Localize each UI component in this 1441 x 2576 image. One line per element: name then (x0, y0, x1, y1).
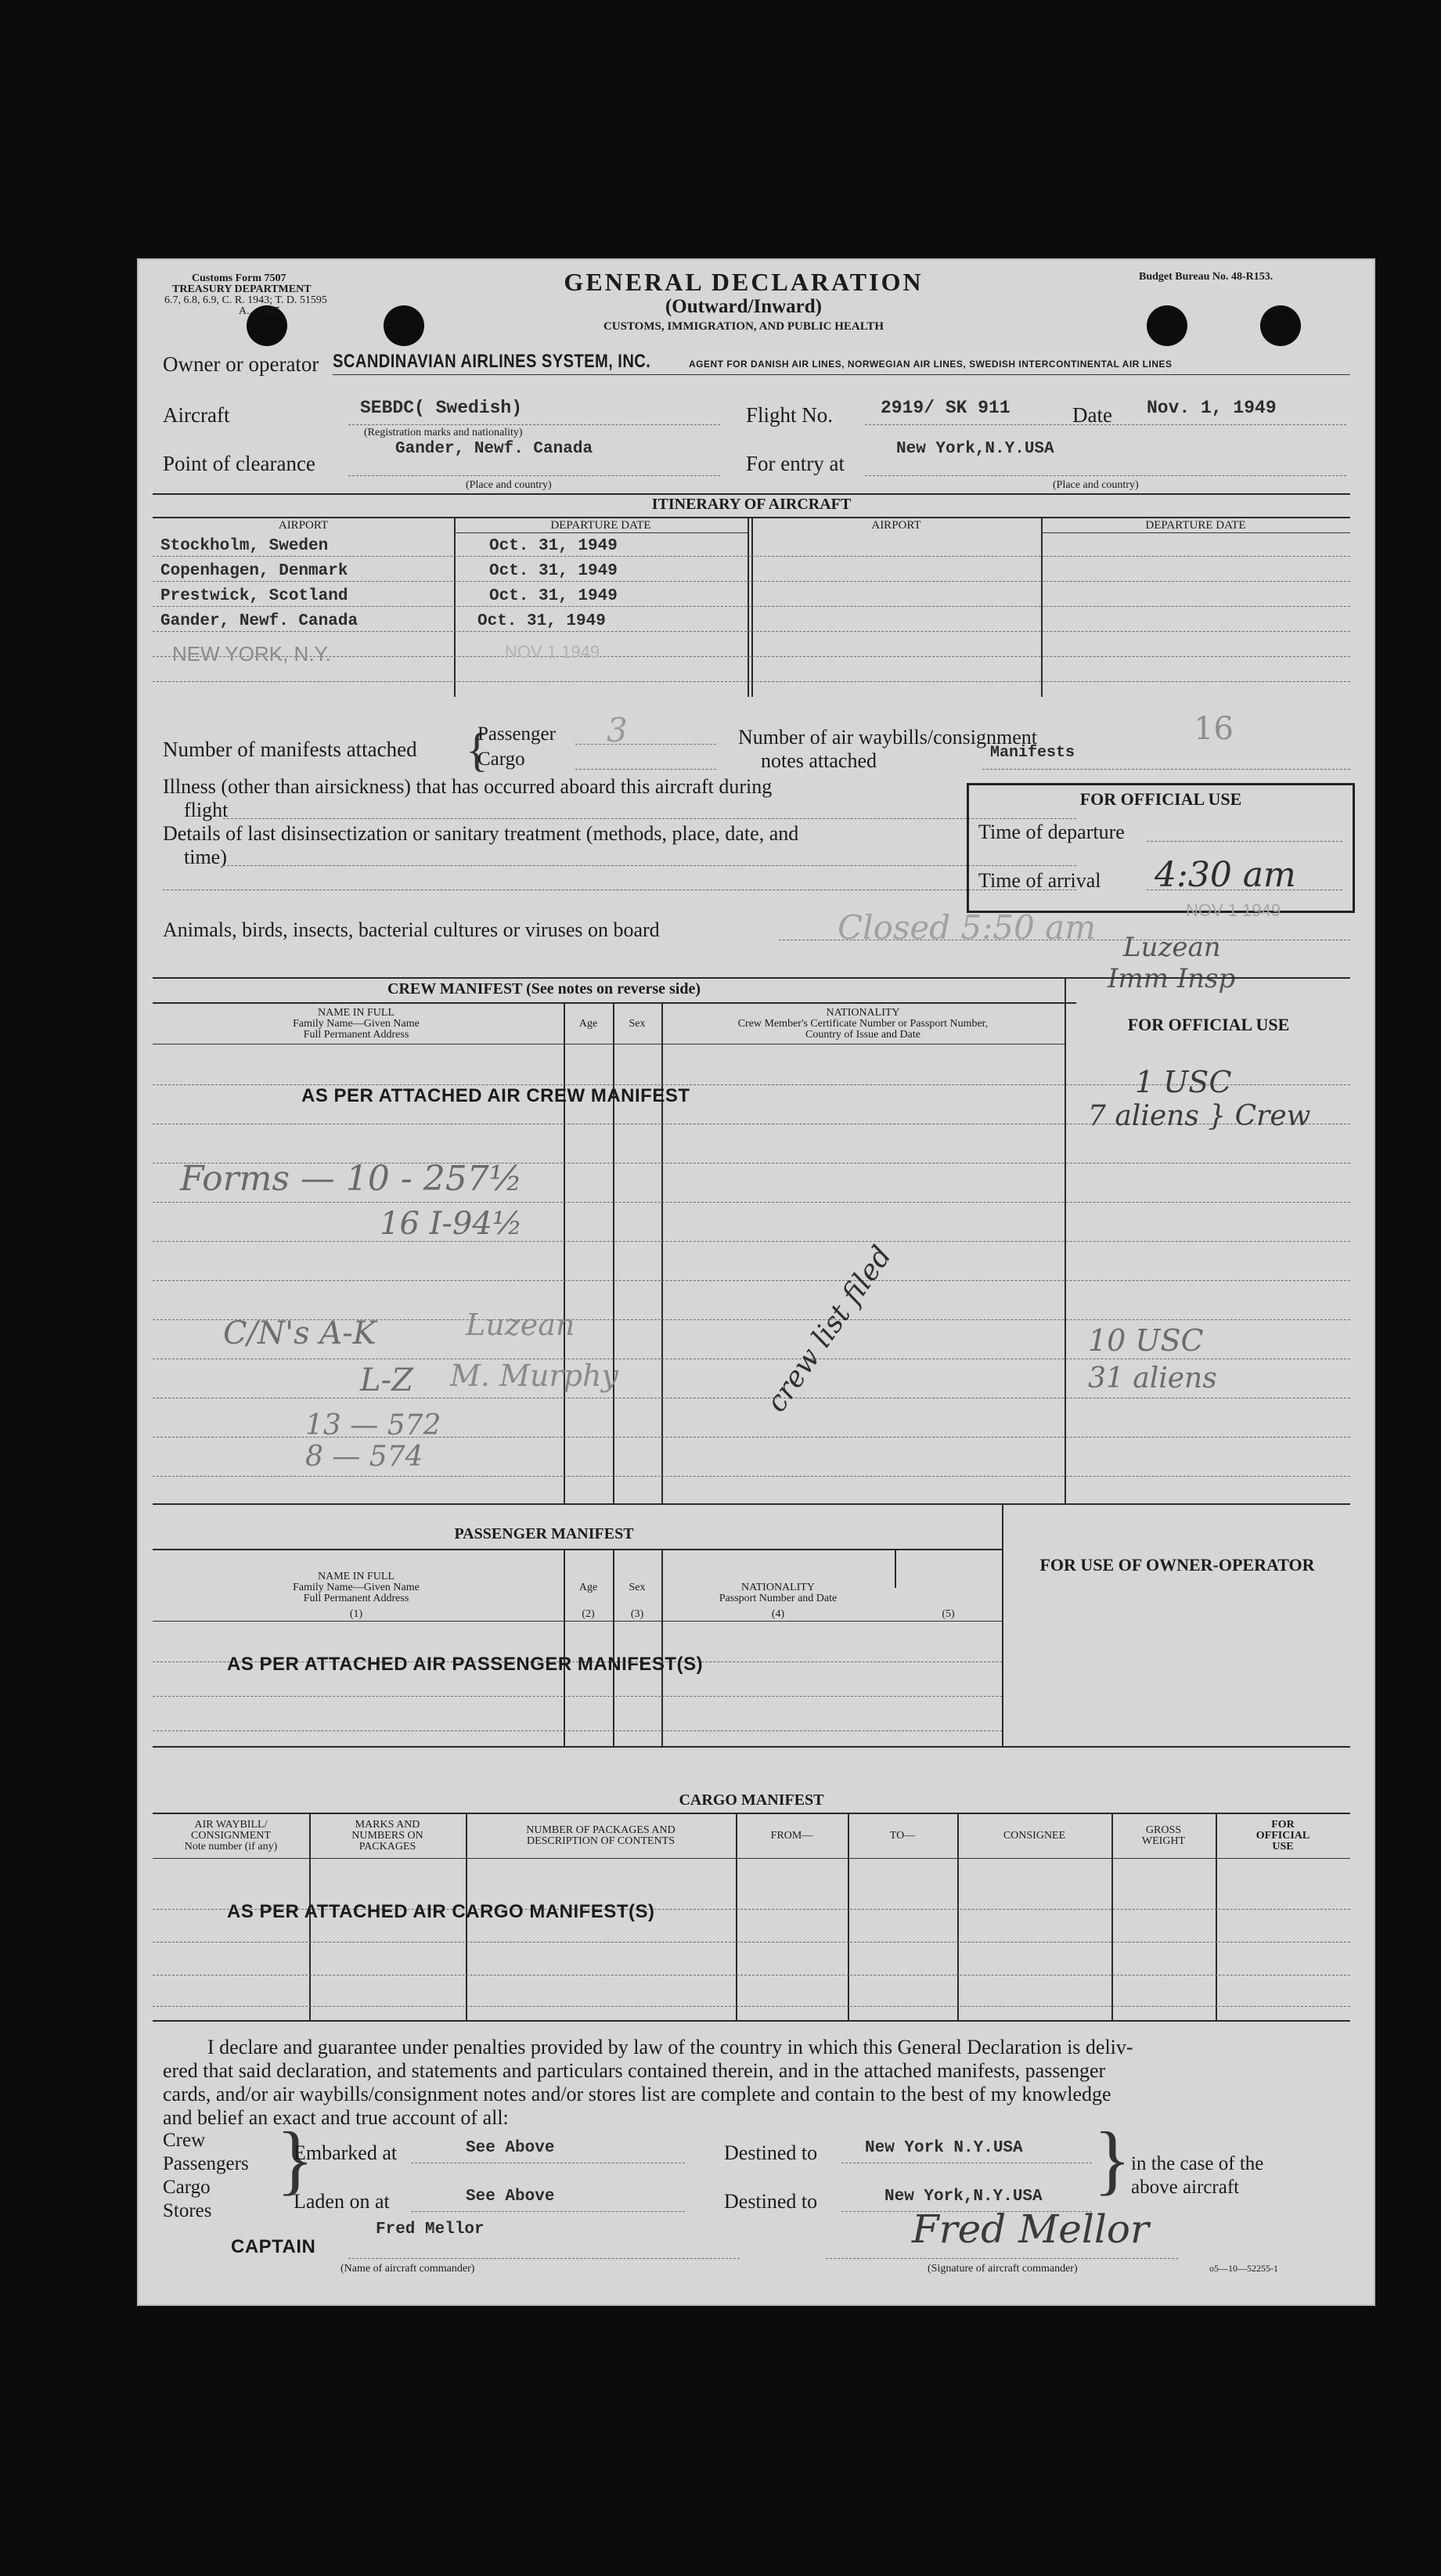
captain-signature: Fred Mellor (912, 2206, 1149, 2252)
itin-row-3-airport: Prestwick, Scotland (160, 587, 348, 605)
laden-label: Laden on at (294, 2190, 390, 2213)
pax-col-nat-num: (4) (771, 1608, 785, 1620)
crew-hand-574: 8 — 574 (305, 1441, 423, 1473)
cargo-col-from: FROM— (770, 1830, 813, 1842)
pax-col-age: Age (578, 1582, 598, 1593)
commander-name-note: (Name of aircraft commander) (340, 2263, 475, 2275)
destined-value-1: New York N.Y.USA (865, 2139, 1023, 2157)
crew-col-age: Age (578, 1018, 598, 1030)
clearance-note: (Place and country) (466, 479, 552, 491)
pax-attached-note: AS PER ATTACHED AIR PASSENGER MANIFEST(S) (227, 1654, 704, 1675)
animals-label: Animals, birds, insects, bacterial cultures or viruses on board (163, 918, 660, 941)
itin-row-1-date: Oct. 31, 1949 (489, 537, 618, 555)
form-title: GENERAL DECLARATION (564, 268, 924, 296)
punch-hole-4 (1260, 305, 1301, 346)
cargo-col-waybill-3: Note number (if any) (184, 1841, 278, 1853)
destined-label-1: Destined to (724, 2141, 818, 2164)
itin-col-departure-2: DEPARTURE DATE (1145, 519, 1246, 532)
inspector-initials-2: Imm Insp (1108, 963, 1236, 994)
decl-stores: Stores (163, 2200, 212, 2221)
crew-col-sex: Sex (629, 1018, 646, 1030)
crew-official-title: FOR OFFICIAL USE (1127, 1015, 1290, 1034)
crew-official-usc: 1 USC (1135, 1065, 1232, 1099)
itin-col-airport-1: AIRPORT (278, 519, 329, 532)
time-arrival-label: Time of arrival (978, 869, 1101, 892)
passenger-title: PASSENGER MANIFEST (454, 1525, 634, 1542)
illness-label-1: Illness (other than airsickness) that has occurred aboard this aircraft during (163, 775, 773, 798)
cargo-col-weight-2: WEIGHT (1141, 1835, 1186, 1847)
crew-col-name-3: Full Permanent Address (303, 1029, 409, 1041)
cargo-attached-note: AS PER ATTACHED AIR CARGO MANIFEST(S) (227, 1901, 655, 1922)
pax-col-5: (5) (942, 1608, 955, 1620)
cargo-col-official-2: OFFICIAL (1255, 1830, 1310, 1842)
pax-col-name-3: Full Permanent Address (303, 1593, 409, 1604)
cargo-col-waybill-1: AIR WAYBILL/ (194, 1819, 268, 1831)
flight-value: 2919/ SK 911 (881, 398, 1011, 418)
time-departure-label: Time of departure (978, 821, 1125, 843)
date-value: Nov. 1, 1949 (1147, 398, 1277, 418)
laden-value: See Above (466, 2188, 555, 2206)
signature-note: (Signature of aircraft commander) (928, 2263, 1078, 2275)
form-subtitle: (Outward/Inward) (665, 296, 822, 317)
waybills-value: Manifests (990, 744, 1075, 762)
pax-col-age-num: (2) (582, 1608, 595, 1620)
decl-crew: Crew (163, 2130, 206, 2151)
crew-hand-scrawl-1: Luzean (466, 1308, 575, 1342)
cargo-col-weight-1: GROSS (1145, 1824, 1182, 1836)
declaration-line-4: and belief an exact and true account of all: (163, 2106, 509, 2129)
pax-col-name-2: Family Name—Given Name (293, 1582, 420, 1593)
aircraft-value: SEBDC( Swedish) (360, 398, 523, 418)
embarked-value: See Above (466, 2139, 555, 2157)
destined-value-2: New York,N.Y.USA (884, 2188, 1043, 2206)
crew-hand-cns: C/N's A-K (223, 1315, 376, 1351)
pax-col-name-num: (1) (349, 1608, 363, 1620)
captain-name: Fred Mellor (376, 2221, 485, 2239)
crew-col-name-2: Family Name—Given Name (293, 1018, 420, 1030)
entry-value: New York,N.Y.USA (896, 440, 1054, 458)
punch-hole-3 (1147, 305, 1187, 346)
itin-row-2-airport: Copenhagen, Denmark (160, 562, 348, 580)
form-number: Customs Form 7507 (192, 272, 286, 284)
owner-value: SCANDINAVIAN AIRLINES SYSTEM, INC. (333, 351, 651, 372)
itin-row-3-date: Oct. 31, 1949 (489, 587, 618, 605)
pax-col-name-1: NAME IN FULL (318, 1571, 394, 1582)
cargo-title: CARGO MANIFEST (679, 1791, 824, 1809)
declaration-form: Customs Form 7507 TREASURY DEPARTMENT 6.7, 6.8, 6.9, C. R. 1943; T. D. 51595 A... 1947 GENERAL DECLARATION (Outward/Inward) CUSTOMS, IMMIGRATION, AND PUBLIC HEALTH Budget Bureau No. 48-R153. Owner or operator SCANDINAVIAN AIRLINES SYSTEM, INC. AGENT FOR DANISH AIR LINES, NORWEGIAN AIR LINES, SWEDISH INTERCONTINENTAL AIR LINES Aircraft SEBDC( Swedish) (Registration marks and nationality) Flight No. 2919/ SK 911 Date Nov. 1, 1949 Point of clearance Gander, Newf. Canada (Place and country) For entry at New York,N.Y.USA (Place and country) ITINERARY OF AIRCRAFT AIRPORT DEPARTURE DATE AIRPORT DEPARTURE DATE Stockholm, Sweden Oct. 31, 1949 Copenhagen, Denmark Oct. 31, 1949 Prestwick, Scotland Oct. 31, 1949 Gander, Newf. Canada Oct. 31, 1949 NEW YORK, N.Y. NOV 1 1949 Number of manifests attached { Passenger Cargo 3 Number of air waybills/consignment notes attached Manifests 16 Illness (other than airsickness) that has occurred aboard this aircraft during flight Details of last disinsectization or sanitary treatment (methods, place, date, and time) Animals, birds, insects, bacterial cultures or viruses on board Closed 5:50 am FOR OFFICIAL USE Time of departure Time of arrival 4:30 am NOV 1 1949 Luzean Imm Insp CREW MANIFEST (See notes on reverse side) NAME IN FULL Family Name—Given Name Full Permanent Address Age Sex NATIONALITY Crew Member's Certificate Number or Passport Number, Country of Issue and Date FOR OFFICIAL USE AS PER ATTACHED AIR CREW MANIFEST Forms — 10 - 257½ 16 I-94½ C/N's A-K L-Z Luzean M. Murphy 13 — 572 8 — 574 crew list filed 1 USC 7 aliens } Crew 10 USC 31 aliens PASSENGER MANIFEST FOR USE OF OWNER-OPERATOR NAME IN FULL Family Name—Given Name Full Permanent Address (1) Age (2) Sex (3) NATIONALITY Passport Number and Date (4) (5) AS PER ATTACHED AIR PASSENGER MANIFEST(S) CARGO MANIFEST AIR WAYBILL/ CONSIGNMENT Note number (if any) MARKS AND NUMBERS ON PACKAGES NUMBER OF PACKAGES AND DESCRIPTION OF CONTENTS FROM— TO— CONSIGNEE GROSS WEIGHT FOR OFFICIAL USE AS PER ATTACHED AIR CARGO MANIFEST(S) I declare and guarantee under penalties provided by law of the country in which this General Declaration is deliv- ered that said declaration, and statements and particulars contained therein, and in the attached manifests, passenger cards, and/or air waybills/consignment notes and/or stores list are complete and contain to the best of my knowledge and belief an exact and true account of all: Crew Passengers Cargo Stores } Embarked at See Above Laden on at See Above Destined to New York N.Y.USA Destined to New York,N.Y.USA } in the case of the above aircraft Fred Mellor CAPTAIN (Name of aircraft commander) Fred Mellor (Signature of aircraft commander) o5—10—52255-1 (137, 258, 1375, 2306)
itin-row-4-airport: Gander, Newf. Canada (160, 612, 358, 630)
crew-list-filed: crew list filed (760, 1240, 899, 1418)
declaration-line-3: cards, and/or air waybills/consignment notes and/or stores list are complete and contain to the best of my knowledge (163, 2083, 1111, 2105)
cargo-col-marks-2: NUMBERS ON (351, 1830, 423, 1842)
itin-col-departure-1: DEPARTURE DATE (550, 519, 651, 532)
crew-hand-scrawl-2: M. Murphy (450, 1358, 618, 1393)
date-label: Date (1072, 403, 1112, 427)
entry-note: (Place and country) (1053, 479, 1139, 491)
cargo-col-marks-3: PACKAGES (358, 1841, 416, 1853)
cargo-col-consignee: CONSIGNEE (1003, 1830, 1066, 1842)
illness-label-2: flight (184, 799, 229, 821)
itin-row-5-airport: NEW YORK, N.Y. (172, 642, 331, 666)
crew-col-nat-1: NATIONALITY (826, 1007, 900, 1019)
embarked-label: Embarked at (294, 2141, 398, 2164)
budget-bureau: Budget Bureau No. 48-R153. (1139, 271, 1273, 283)
print-code: o5—10—52255-1 (1209, 2263, 1278, 2274)
passenger-manifest-count: 3 (607, 711, 628, 749)
cargo-col-number-1: NUMBER OF PACKAGES AND (526, 1824, 675, 1836)
case-note-2: above aircraft (1131, 2177, 1240, 2198)
decl-cargo: Cargo (163, 2177, 211, 2198)
department: TREASURY DEPARTMENT (172, 283, 312, 295)
crew-official-usc-2: 10 USC (1088, 1323, 1204, 1358)
crew-col-nat-2: Crew Member's Certificate Number or Passport Number, (737, 1018, 989, 1030)
case-note-1: in the case of the (1131, 2153, 1264, 2174)
destined-label-2: Destined to (724, 2190, 818, 2213)
aircraft-label: Aircraft (163, 403, 230, 427)
itin-row-4-date: Oct. 31, 1949 (477, 612, 606, 630)
cargo-col-to: TO— (889, 1830, 916, 1842)
crew-attached-note: AS PER ATTACHED AIR CREW MANIFEST (301, 1085, 690, 1106)
itin-row-2-date: Oct. 31, 1949 (489, 562, 618, 580)
owner-use-title: FOR USE OF OWNER-OPERATOR (1039, 1555, 1315, 1575)
pax-col-sex-num: (3) (630, 1608, 644, 1620)
cargo-col-number-2: DESCRIPTION OF CONTENTS (526, 1835, 675, 1847)
cargo-col-official-3: USE (1272, 1841, 1294, 1853)
clearance-value: Gander, Newf. Canada (395, 440, 593, 458)
closed-note: Closed 5:50 am (838, 908, 1097, 947)
crew-hand-i94: 16 I-94½ (380, 1206, 523, 1242)
arrival-date-stamp: NOV 1 1949 (1186, 900, 1281, 920)
crew-title: CREW MANIFEST (See notes on reverse side) (387, 980, 701, 998)
decl-passengers: Passengers (163, 2153, 249, 2174)
owner-label: Owner or operator (163, 352, 319, 376)
itin-row-1-airport: Stockholm, Sweden (160, 537, 329, 555)
passenger-manifest-label: Passenger (477, 723, 556, 745)
pax-col-sex: Sex (629, 1582, 646, 1593)
declaration-line-2: ered that said declaration, and statements and particulars contained therein, and in the attached manifests, passenger (163, 2059, 1106, 2082)
form-agencies: CUSTOMS, IMMIGRATION, AND PUBLIC HEALTH (603, 320, 884, 333)
crew-col-name-1: NAME IN FULL (318, 1007, 394, 1019)
cargo-col-official-1: FOR (1271, 1819, 1295, 1831)
itin-row-5-date: NOV 1 1949 (505, 642, 600, 662)
declaration-line-1: I declare and guarantee under penalties provided by law of the country in which this General Declaration is deliv- (207, 2036, 1133, 2058)
waybills-label-2: notes attached (761, 749, 877, 772)
flight-label: Flight No. (746, 403, 834, 427)
pax-col-nat-1: NATIONALITY (740, 1582, 816, 1593)
clearance-label: Point of clearance (163, 452, 315, 475)
form-refs: 6.7, 6.8, 6.9, C. R. 1943; T. D. 51595 (164, 294, 327, 306)
itinerary-title: ITINERARY OF AIRCRAFT (651, 496, 852, 513)
crew-hand-forms: Forms — 10 - 257½ (180, 1159, 523, 1199)
manifests-label: Number of manifests attached (163, 738, 417, 761)
cargo-manifest-label: Cargo (477, 749, 525, 770)
punch-hole-2 (384, 305, 424, 346)
crew-hand-572: 13 — 572 (305, 1409, 441, 1441)
owner-suffix: AGENT FOR DANISH AIR LINES, NORWEGIAN AIR LINES, SWEDISH INTERCONTINENTAL AIR LINES (689, 359, 1173, 370)
crew-official-aliens-2: 31 aliens (1088, 1362, 1217, 1394)
itin-col-airport-2: AIRPORT (871, 519, 921, 532)
cargo-col-marks-1: MARKS AND (355, 1819, 420, 1831)
inspector-initials-1: Luzean (1123, 932, 1221, 963)
entry-label: For entry at (746, 452, 845, 475)
form-refs-2: A... 1947 (239, 305, 280, 317)
official-box-title: FOR OFFICIAL USE (1079, 789, 1242, 809)
disinsect-label-1: Details of last disinsectization or sanitary treatment (methods, place, date, and (163, 822, 799, 845)
disinsect-label-2: time) (184, 846, 227, 868)
crew-hand-lz: L-Z (360, 1362, 413, 1398)
crew-official-aliens: 7 aliens } Crew (1088, 1100, 1311, 1132)
waybills-label-1: Number of air waybills/consignment (738, 726, 1037, 749)
time-arrival-value: 4:30 am (1155, 855, 1296, 895)
aircraft-note: (Registration marks and nationality) (364, 427, 523, 438)
waybills-count: 16 (1194, 711, 1234, 747)
pax-col-nat-2: Passport Number and Date (719, 1593, 838, 1604)
crew-col-nat-3: Country of Issue and Date (805, 1029, 920, 1041)
captain-label: CAPTAIN (231, 2236, 316, 2257)
cargo-col-waybill-2: CONSIGNMENT (191, 1830, 271, 1842)
